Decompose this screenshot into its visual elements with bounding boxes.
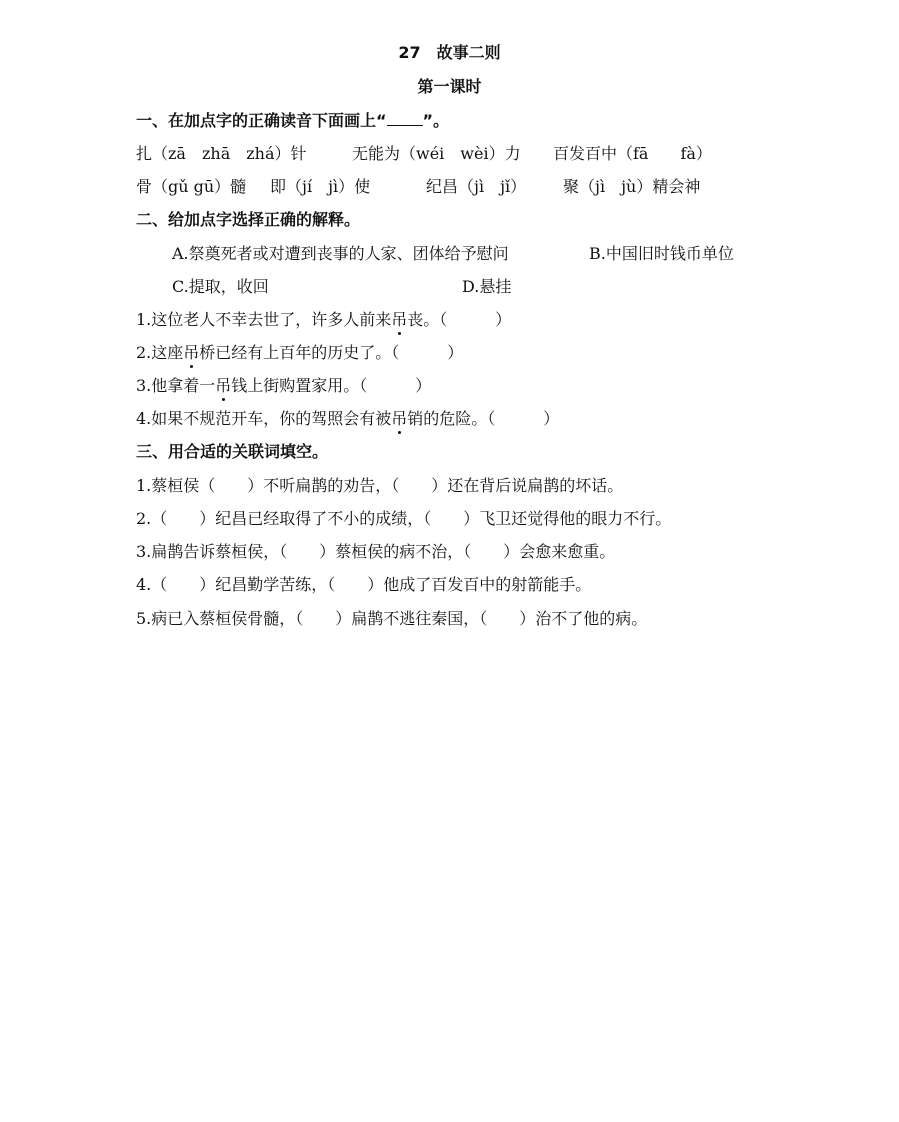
section1-heading-text: 一、在加点字的正确读音下面画上“ [136,111,387,130]
pinyin-item: 聚（jì jù）精会神 [563,177,701,196]
question-text: 2.这座 [136,343,184,362]
dotted-character: 吊 [183,343,200,362]
lesson-subtitle: 第一课时 [417,77,482,96]
section1-heading [136,110,449,132]
fill-blank-item: 2.（ ）纪昌已经取得了不小的成绩，（ ）飞卫还觉得他的眼力不行。 [136,509,672,528]
fill-blank-item: 3.扁鹊告诉蔡桓侯，（ ）蔡桓侯的病不治，（ ）会愈来愈重。 [136,542,616,561]
question-item [136,342,463,364]
dotted-character: 吊 [391,310,408,329]
option-b: B.中国旧时钱币单位 [589,244,734,263]
question-text: 1.这位老人不幸去世了，许多人前来 [136,310,392,329]
option-d: D.悬挂 [462,277,512,296]
dotted-character: 吊 [391,409,408,428]
fill-blank-item: 5.病已入蔡桓侯骨髓，（ ）扁鹊不逃往秦国，（ ）治不了他的病。 [136,609,648,628]
pinyin-item: 百发百中（fā fà） [553,144,712,163]
pinyin-item: 骨（gǔ gū）髓 [136,177,247,196]
pinyin-item: 扎（zā zhā zhá）针 [136,144,307,163]
section3-heading: 三、用合适的关联词填空。 [136,442,329,461]
question-text: 4.如果不规范开车，你的驾照会有被 [136,409,392,428]
lesson-title: 27 故事二则 [398,43,501,62]
pinyin-item: 无能为（wéi wèi）力 [352,144,521,163]
question-item [136,309,511,331]
question-item [136,375,431,397]
question-text-end: 销的危险。（ ） [407,409,560,428]
fill-blank-item: 1.蔡桓侯（ ）不听扁鹊的劝告，（ ）还在背后说扁鹊的坏话。 [136,476,624,495]
answer-underline-sample [387,111,423,126]
question-text: 3.他拿着一 [136,376,216,395]
pinyin-item: 即（jí jì）使 [270,177,371,196]
dotted-character: 吊 [215,376,232,395]
question-text-end: 钱上街购置家用。（ ） [231,376,432,395]
question-text-end: 丧。（ ） [407,310,512,329]
option-a: A.祭奠死者或对遭到丧事的人家、团体给予慰问 [172,244,509,263]
pinyin-item: 纪昌（jì jǐ） [426,177,527,196]
section1-heading-end: ”。 [422,111,450,130]
fill-blank-item: 4.（ ）纪昌勤学苦练，（ ）他成了百发百中的射箭能手。 [136,575,592,594]
section2-heading: 二、给加点字选择正确的解释。 [136,210,361,229]
option-c: C.提取，收回 [172,277,269,296]
question-text-end: 桥已经有上百年的历史了。（ ） [199,343,464,362]
question-item [136,408,559,430]
